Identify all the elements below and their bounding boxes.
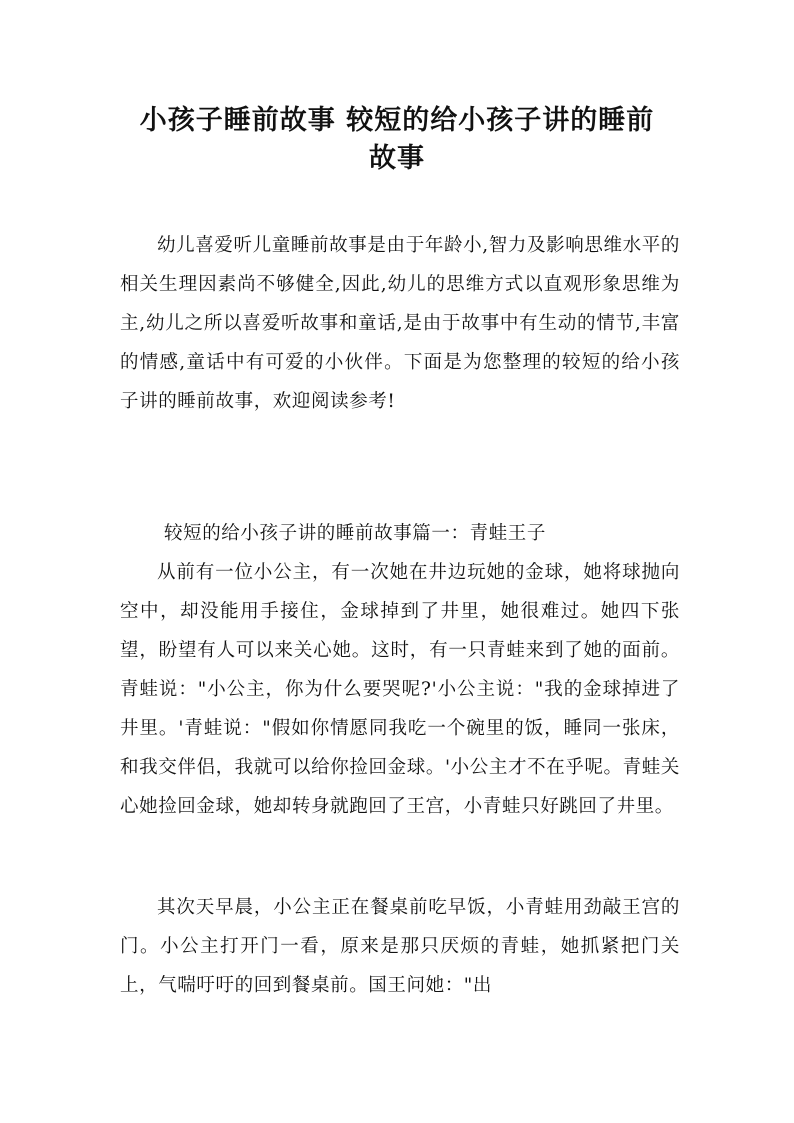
story-paragraph-1: 从前有一位小公主，有一次她在井边玩她的金球，她将球抛向空中，却没能用手接住，金球掉到了井里，她很难过。她四下张望，盼望有人可以来关心她。这时，有一只青蛙来到了她的面前。青蛙说："小公主，你为什么要哭呢?'小公主说："我的金球掉进了井里。'青蛙说："假如你情愿同我吃一个碗里的饭，睡同一张床，和我交伴侣，我就可以给你捡回金球。'小公主才不在乎呢。青蛙关心她捡回金球，她却转身就跑回了王宫，小青蛙只好跳回了井里。 xyxy=(120,562,680,817)
document-title-line-1: 小孩子睡前故事 较短的给小孩子讲的睡前 xyxy=(139,105,655,136)
document-title-line-2: 故事 xyxy=(369,143,425,174)
section-heading: 较短的给小孩子讲的睡前故事篇一：青蛙王子 xyxy=(164,523,547,544)
story-paragraph-2: 其次天早晨，小公主正在餐桌前吃早饭，小青蛙用劲敲王宫的门。小公主打开门一看，原来是那只厌烦的青蛙，她抓紧把门关上，气喘吁吁的回到餐桌前。国王问她："出 xyxy=(120,897,680,996)
intro-paragraph: 幼儿喜爱听儿童睡前故事是由于年龄小,智力及影响思维水平的相关生理因素尚不够健全,因此,幼儿的思维方式以直观形象思维为主,幼儿之所以喜爱听故事和童话,是由于故事中有生动的情节,丰富的情感,童话中有可爱的小伙伴。下面是为您整理的较短的给小孩子讲的睡前故事，欢迎阅读参考! xyxy=(120,235,680,412)
